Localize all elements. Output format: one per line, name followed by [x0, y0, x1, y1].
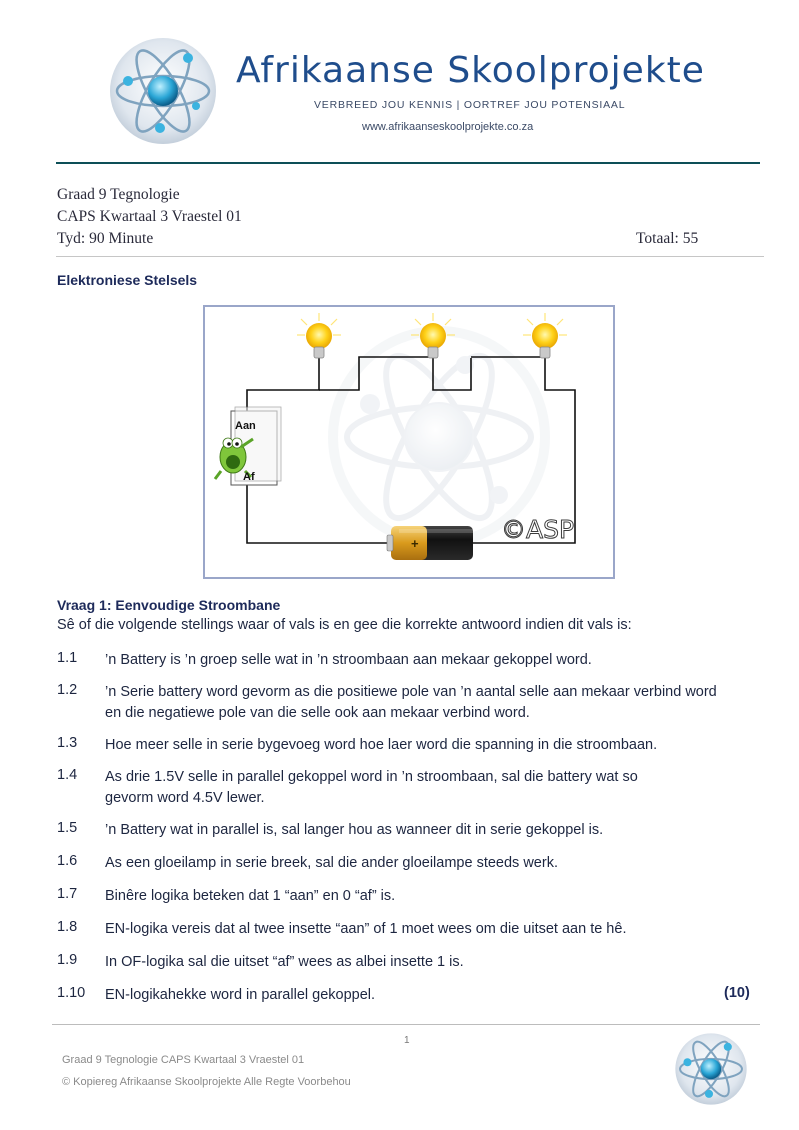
- question-number: 1.4: [57, 767, 78, 783]
- question-number: 1.8: [57, 919, 78, 935]
- copyright-mark: ©ASP: [501, 515, 575, 544]
- question-text: As een gloeilamp in serie breek, sal die ander gloeilampe steeds werk.: [105, 855, 558, 871]
- question-number: 1.5: [57, 820, 78, 836]
- atom-logo-icon: [108, 36, 218, 146]
- footer-divider: [52, 1024, 760, 1025]
- footer-copyright: © Kopiereg Afrikaanse Skoolprojekte Alle Regte Voorbehou: [62, 1076, 351, 1088]
- question-text: In OF-logika sal die uitset “af” wees as albei insette 1 is.: [105, 954, 464, 970]
- question-text: EN-logika vereis dat al twee insette “aan” of 1 moet wees om die uitset aan te hê.: [105, 921, 627, 937]
- circuit-diagram: [203, 305, 615, 579]
- section-title: Elektroniese Stelsels: [57, 272, 198, 288]
- brand-title: Afrikaanse Skoolprojekte: [236, 50, 705, 91]
- question-title: Vraag 1: Eenvoudige Stroombane: [57, 597, 281, 613]
- question-number: 1.6: [57, 853, 78, 869]
- question-text: ’n Battery wat in parallel is, sal langer hou as wanneer dit in serie gekoppel is.: [105, 822, 604, 838]
- switch-off-label: Af: [243, 471, 255, 483]
- paper-label: CAPS Kwartaal 3 Vraestel 01: [57, 208, 242, 225]
- battery-icon: [387, 526, 473, 560]
- question-number: 1.10: [57, 985, 86, 1001]
- total-label: Totaal: 55: [636, 230, 699, 247]
- question-text: ’n Battery is ’n groep selle wat in ’n stroombaan aan mekaar gekoppel word.: [105, 652, 592, 668]
- question-text: ’n Serie battery word gevorm as die positiewe pole van ’n aantal selle aan mekaar verbind word en die negatiewe pole van die selle ook aan mekaar verbind word.: [105, 684, 717, 721]
- question-text: EN-logikahekke word in parallel gekoppel.: [105, 987, 376, 1003]
- atom-logo-icon: [674, 1032, 748, 1106]
- question-number: 1.3: [57, 735, 78, 751]
- subject-label: Graad 9 Tegnologie: [57, 186, 180, 203]
- time-label: Tyd: 90 Minute: [57, 230, 154, 247]
- page-number: 1: [404, 1035, 410, 1046]
- footer-paper-label: Graad 9 Tegnologie CAPS Kwartaal 3 Vraestel 01: [62, 1054, 305, 1066]
- brand-url[interactable]: www.afrikaanseskoolprojekte.co.za: [362, 121, 534, 133]
- question-text: As drie 1.5V selle in parallel gekoppel word in ’n stroombaan, sal die battery wat so gevorm word 4.5V lewer.: [105, 769, 638, 806]
- battery-plus-label: +: [411, 536, 419, 551]
- header-divider: [56, 162, 760, 164]
- question-number: 1.2: [57, 682, 78, 698]
- meta-divider: [56, 256, 764, 257]
- question-text: Binêre logika beteken dat 1 “aan” en 0 “af” is.: [105, 888, 396, 904]
- question-text: Hoe meer selle in serie bygevoeg word hoe laer word die spanning in die stroombaan.: [105, 737, 658, 753]
- question-number: 1.9: [57, 952, 78, 968]
- brand-tagline: VERBREED JOU KENNIS | OORTREF JOU POTENSIAAL: [314, 99, 626, 111]
- switch-on-label: Aan: [235, 420, 256, 432]
- marks-total: (10): [724, 985, 750, 1001]
- question-number: 1.7: [57, 886, 78, 902]
- question-number: 1.1: [57, 650, 78, 666]
- question-instruction: Sê of die volgende stellings waar of vals is en gee die korrekte antwoord indien dit vals is:: [57, 617, 632, 633]
